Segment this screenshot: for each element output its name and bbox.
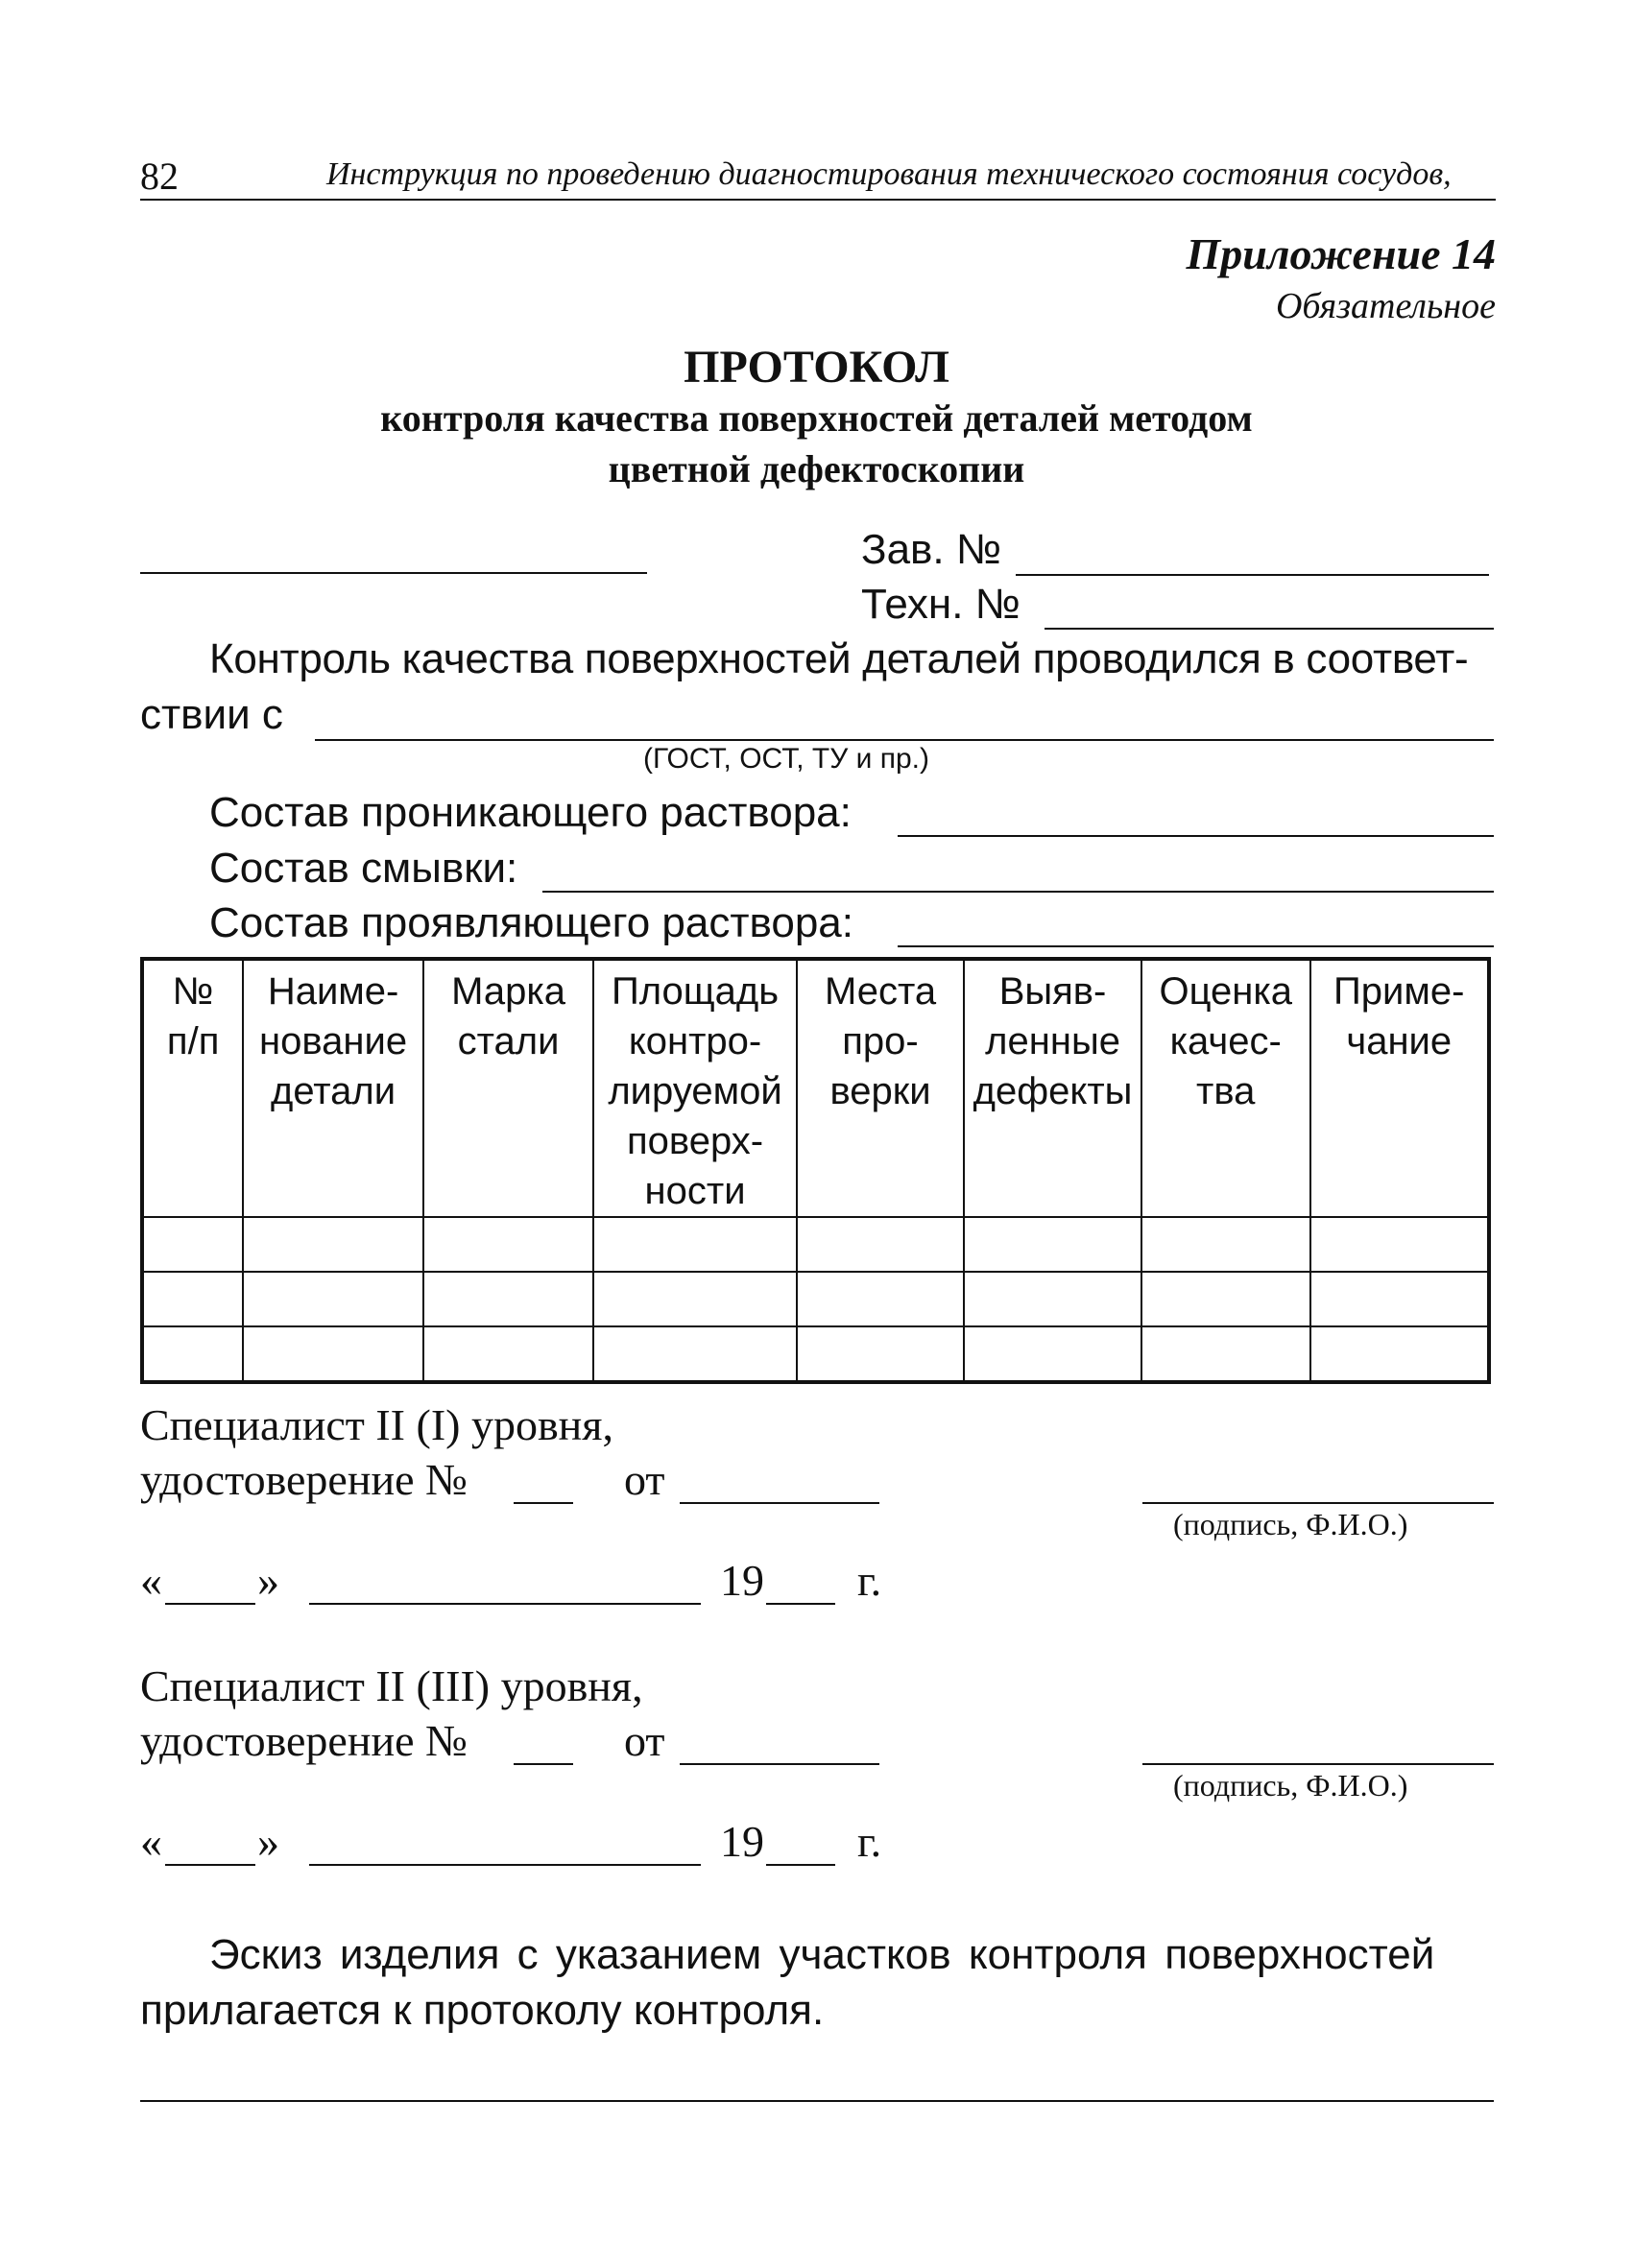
table-row xyxy=(142,1326,1489,1382)
specialist-1-date-open-quote: « xyxy=(140,1556,162,1605)
object-name-line[interactable] xyxy=(140,572,647,574)
column-header: Марка стали xyxy=(423,959,593,1217)
table-cell[interactable] xyxy=(1141,1272,1310,1326)
specialist-2-year-suffix: г. xyxy=(857,1817,882,1866)
compliance-standard-line[interactable] xyxy=(315,739,1494,741)
table-cell[interactable] xyxy=(142,1272,243,1326)
zav-number-line[interactable] xyxy=(1016,574,1489,576)
penetrant-label: Состав проникающего раствора: xyxy=(209,789,852,836)
specialist-2-signature-hint: (подпись, Ф.И.О.) xyxy=(1173,1768,1408,1802)
sketch-note-line1: Эскиз изделия с указанием участков контроля поверхностей xyxy=(209,1931,1435,1978)
compliance-hint: (ГОСТ, ОСТ, ТУ и пр.) xyxy=(643,743,929,775)
table-cell[interactable] xyxy=(1310,1272,1489,1326)
table-cell[interactable] xyxy=(142,1217,243,1272)
table-cell[interactable] xyxy=(593,1217,797,1272)
specialist-2-month-line[interactable] xyxy=(309,1864,701,1866)
table-cell[interactable] xyxy=(1141,1217,1310,1272)
developer-label: Состав проявляющего раствора: xyxy=(209,899,853,946)
table-cell[interactable] xyxy=(142,1326,243,1382)
specialist-1-date-close-quote: » xyxy=(257,1556,279,1605)
table-row xyxy=(142,1272,1489,1326)
table-header-row xyxy=(142,959,1489,1217)
protocol-subtitle-line2: цветной дефектоскопии xyxy=(608,447,1025,490)
column-header: № п/п xyxy=(142,959,243,1217)
table-cell[interactable] xyxy=(1141,1326,1310,1382)
specialist-1-cert-date-line[interactable] xyxy=(680,1502,879,1504)
table-cell[interactable] xyxy=(797,1272,964,1326)
protocol-subtitle-line1: контроля качества поверхностей деталей методом xyxy=(380,396,1253,440)
header-rule xyxy=(140,199,1496,201)
table-cell[interactable] xyxy=(964,1326,1141,1382)
table-cell[interactable] xyxy=(1310,1326,1489,1382)
specialist-1-cert-number-line[interactable] xyxy=(514,1502,573,1504)
specialist-2-cert-label: удостоверение № xyxy=(140,1716,468,1765)
table-cell[interactable] xyxy=(964,1272,1141,1326)
appendix-label: Приложение 14 xyxy=(1186,229,1496,278)
wash-label: Состав смывки: xyxy=(209,845,518,892)
specialist-1-day-line[interactable] xyxy=(165,1603,255,1605)
appendix-status: Обязательное xyxy=(1275,286,1496,326)
tekh-number-line[interactable] xyxy=(1045,628,1494,630)
running-title: Инструкция по проведению диагностирования технического состояния сосудов, xyxy=(326,156,1452,192)
wash-line[interactable] xyxy=(542,891,1494,893)
specialist-1-year-line[interactable] xyxy=(766,1603,835,1605)
specialist-2-year-prefix: 19 xyxy=(720,1817,764,1866)
protocol-title: ПРОТОКОЛ xyxy=(684,342,949,393)
table-cell[interactable] xyxy=(593,1272,797,1326)
compliance-text-line1: Контроль качества поверхностей деталей проводился в соответ- xyxy=(209,635,1469,682)
specialist-1-year-suffix: г. xyxy=(857,1556,882,1605)
column-header: Оценка качес- тва xyxy=(1141,959,1310,1217)
specialist-2-day-line[interactable] xyxy=(165,1864,255,1866)
table-cell[interactable] xyxy=(964,1217,1141,1272)
table-cell[interactable] xyxy=(797,1217,964,1272)
table-cell[interactable] xyxy=(423,1272,593,1326)
specialist-2-date-close-quote: » xyxy=(257,1817,279,1866)
zav-number-label: Зав. № xyxy=(861,526,1002,573)
inspection-table xyxy=(140,957,1491,1384)
column-header: Приме- чание xyxy=(1310,959,1489,1217)
specialist-1-year-prefix: 19 xyxy=(720,1556,764,1605)
sketch-note-line2: прилагается к протоколу контроля. xyxy=(140,1987,825,2034)
table-cell[interactable] xyxy=(1310,1217,1489,1272)
table-cell[interactable] xyxy=(423,1217,593,1272)
specialist-2-date-open-quote: « xyxy=(140,1817,162,1866)
specialist-1-cert-label: удостоверение № xyxy=(140,1455,468,1504)
specialist-1-signature-line[interactable] xyxy=(1142,1502,1494,1504)
table-cell[interactable] xyxy=(423,1326,593,1382)
compliance-text-line2: ствии с xyxy=(140,691,283,738)
column-header: Места про- верки xyxy=(797,959,964,1217)
column-header: Выяв- ленные дефекты xyxy=(964,959,1141,1217)
specialist-1-signature-hint: (подпись, Ф.И.О.) xyxy=(1173,1507,1408,1541)
specialist-2-cert-date-line[interactable] xyxy=(680,1763,879,1765)
developer-line[interactable] xyxy=(898,945,1494,947)
specialist-2-from-label: от xyxy=(624,1716,665,1765)
specialist-2-year-line[interactable] xyxy=(766,1864,835,1866)
table-cell[interactable] xyxy=(797,1326,964,1382)
specialist-2-cert-number-line[interactable] xyxy=(514,1763,573,1765)
table-cell[interactable] xyxy=(243,1272,423,1326)
specialist-1-from-label: от xyxy=(624,1455,665,1504)
table-cell[interactable] xyxy=(593,1326,797,1382)
bottom-rule xyxy=(140,2100,1494,2102)
column-header: Площадь контро- лируемой поверх- ности xyxy=(593,959,797,1217)
page-number: 82 xyxy=(140,155,179,198)
column-header: Наиме- нование детали xyxy=(243,959,423,1217)
table-cell[interactable] xyxy=(243,1326,423,1382)
specialist-1-title: Специалист II (I) уровня, xyxy=(140,1400,613,1449)
specialist-2-signature-line[interactable] xyxy=(1142,1763,1494,1765)
tekh-number-label: Техн. № xyxy=(861,581,1021,628)
specialist-2-title: Специалист II (III) уровня, xyxy=(140,1661,643,1710)
penetrant-line[interactable] xyxy=(898,835,1494,837)
table-row xyxy=(142,1217,1489,1272)
specialist-1-month-line[interactable] xyxy=(309,1603,701,1605)
table-cell[interactable] xyxy=(243,1217,423,1272)
